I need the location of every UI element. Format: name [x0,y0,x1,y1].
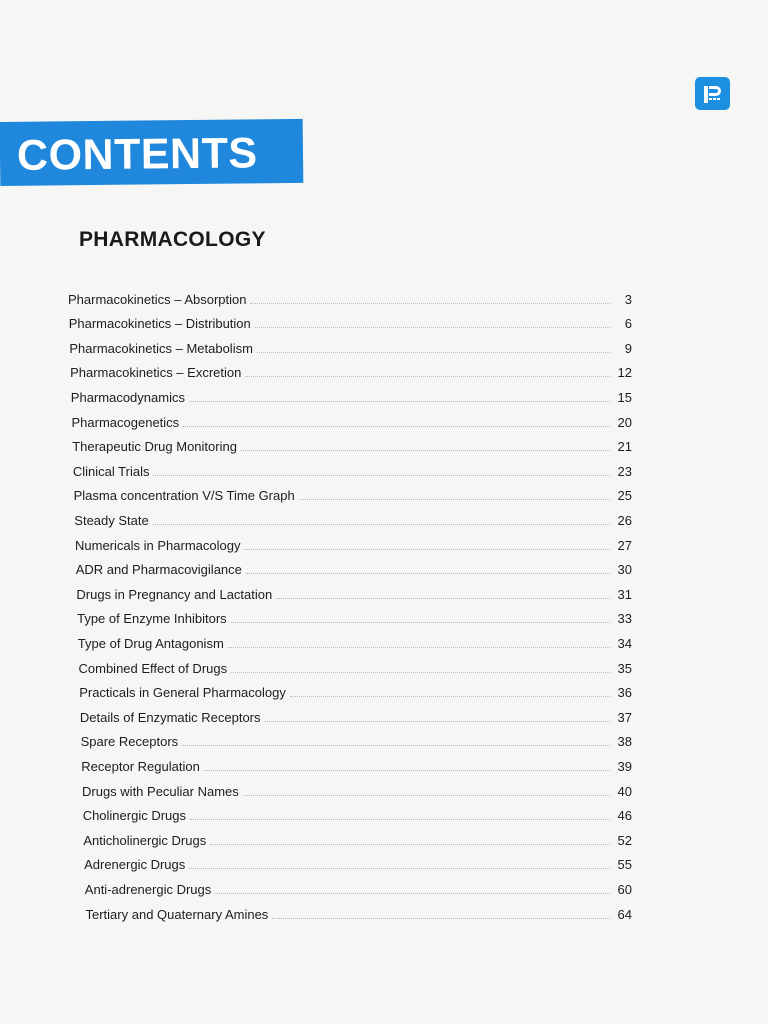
toc-entry-page: 9 [624,340,632,356]
dot-leader [231,622,610,623]
toc-entry-page: 38 [617,734,632,750]
toc-entry-page: 46 [617,808,632,824]
toc-entry [78,632,632,654]
dot-leader [290,696,610,697]
toc-entry [83,805,632,827]
toc-entry [70,362,632,384]
dot-leader [257,352,610,353]
toc-entry-title: Numericals in Pharmacology [75,537,241,553]
toc-entry [68,288,632,310]
toc-entry-page: 39 [617,758,632,774]
dot-leader [276,598,610,599]
toc-entry-page: 52 [617,832,632,848]
toc-entry-title: Type of Enzyme Inhibitors [77,611,227,627]
toc-entry [74,485,632,507]
dot-leader [265,721,610,722]
dot-leader [243,795,610,796]
toc-entry-page: 20 [617,414,632,430]
dot-leader [210,844,610,845]
toc-entry-page: 36 [617,685,632,701]
dot-leader [245,376,610,377]
toc-entry [81,731,632,753]
toc-entry-page: 25 [617,488,632,504]
toc-entry [74,509,632,531]
toc-entry-page: 23 [617,463,632,479]
toc-entry [79,657,633,679]
dot-leader [228,647,610,648]
contents-banner [0,119,303,186]
toc-entry-page: 33 [617,611,632,627]
p-logo-icon [695,77,730,110]
toc-entry [83,829,632,851]
toc-entry-title: Receptor Regulation [81,758,200,774]
toc-entry-title: Clinical Trials [72,463,150,479]
toc-entry-title: Tertiary and Quaternary Amines [85,906,269,922]
section-title: PHARMACOLOGY [79,228,266,251]
toc-entry-title: Type of Drug Antagonism [77,635,224,651]
dot-leader [182,745,610,746]
dot-leader [231,672,610,673]
toc-entry-title: Pharmacodynamics [70,389,185,405]
toc-entry-page: 55 [617,857,632,873]
toc-entry [84,854,632,876]
toc-entry-page: 21 [617,439,632,455]
dot-leader [153,475,610,476]
toc-entry-title: Details of Enzymatic Receptors [79,709,261,725]
toc-entry [73,460,632,482]
toc-entry-title: Steady State [74,512,149,528]
dot-leader [204,770,610,771]
toc-entry [69,337,632,359]
toc-entry-page: 15 [617,389,632,405]
toc-entry-title: Drugs in Pregnancy and Lactation [76,586,273,602]
toc-entry [81,755,632,777]
toc-entry [75,534,632,556]
toc-entry-page: 27 [617,537,632,553]
toc-entry [72,436,632,458]
toc-entry [82,780,632,802]
toc-entry [72,411,633,433]
toc-entry [76,559,632,581]
toc-entry-page: 64 [617,906,632,922]
dot-leader [299,499,610,500]
toc-entry-page: 40 [617,783,632,799]
dot-leader [189,868,610,869]
toc-entry-page: 34 [617,635,632,651]
toc-entry-title: Anti-adrenergic Drugs [84,881,212,897]
toc-entry-title: Spare Receptors [80,734,179,750]
toc-entry [71,386,632,408]
toc-entry-title: Pharmacokinetics – Absorption [68,291,247,307]
toc-entry-title: Pharmacogenetics [71,414,180,430]
toc-entry-title: Plasma concentration V/S Time Graph [73,488,295,504]
toc-entry-title: Combined Effect of Drugs [78,660,228,676]
toc-entry-page: 35 [617,660,632,676]
toc-entry-title: Therapeutic Drug Monitoring [72,439,237,455]
toc-entry-title: Pharmacokinetics – Distribution [68,316,251,332]
toc-entry-page: 26 [617,512,632,528]
toc-entry-title: Adrenergic Drugs [84,857,186,873]
toc-entry-page: 30 [617,562,632,578]
toc-entry [86,903,633,925]
toc-entry [79,682,632,704]
page-title: CONTENTS [16,128,258,180]
toc-entry-title: Pharmacokinetics – Excretion [70,365,242,381]
toc-entry-page: 12 [617,365,632,381]
toc-entry [76,583,632,605]
toc-entry-title: Cholinergic Drugs [82,808,187,824]
toc-entry-page: 60 [617,881,632,897]
dot-leader [190,819,610,820]
toc-entry-page: 31 [617,586,632,602]
dot-leader [255,327,610,328]
dot-leader [241,450,610,451]
dot-leader [246,573,610,574]
toc-entry [85,878,632,900]
toc-entry [80,706,632,728]
toc-entry-page: 6 [624,316,632,332]
toc-entry [69,313,632,335]
toc-entry [77,608,632,630]
toc-entry-title: Pharmacokinetics – Metabolism [69,340,253,356]
dot-leader [250,303,610,304]
dot-leader [244,549,610,550]
toc-entry-page: 3 [624,291,632,307]
toc-entry-title: Drugs with Peculiar Names [82,783,239,799]
dot-leader [189,401,610,402]
toc-entry-title: ADR and Pharmacovigilance [75,562,242,578]
dot-leader [215,893,610,894]
toc-entry-title: Anticholinergic Drugs [83,832,207,848]
dot-leader [153,524,610,525]
dot-leader [183,426,610,427]
toc-entry-page: 37 [617,709,632,725]
toc-entry-title: Practicals in General Pharmacology [79,685,286,701]
dot-leader [272,918,610,919]
